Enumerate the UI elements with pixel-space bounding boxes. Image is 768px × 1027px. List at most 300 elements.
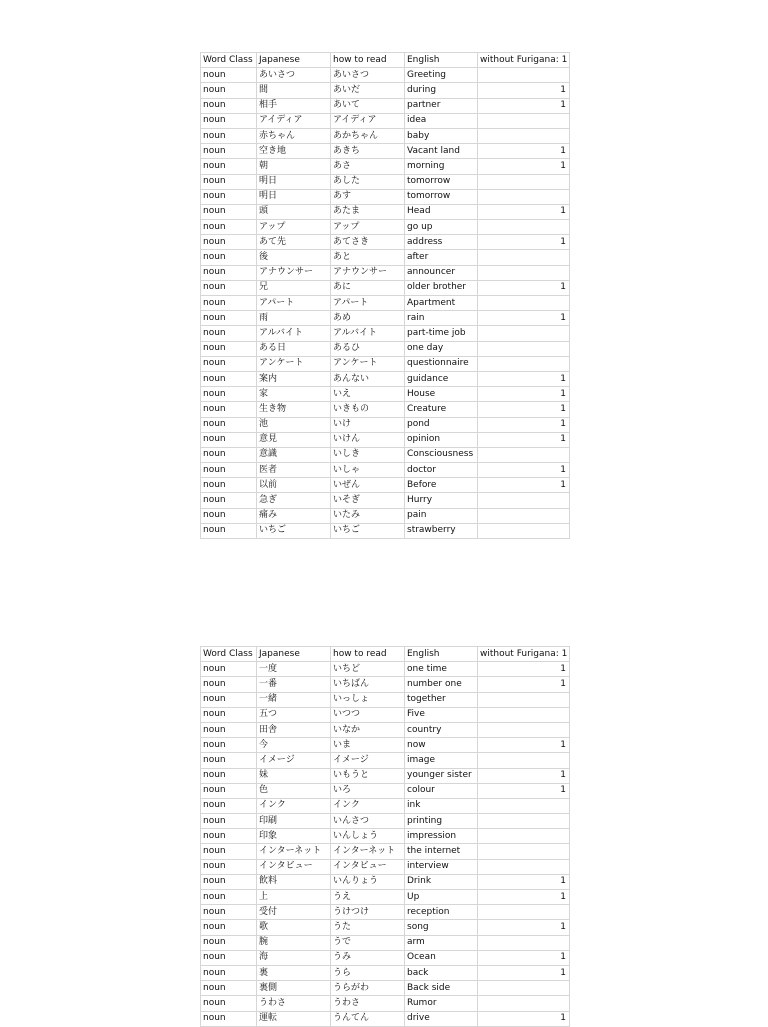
cell-no-furigana [478, 905, 570, 920]
cell-english: questionnaire [405, 356, 478, 371]
cell-no-furigana [478, 68, 570, 83]
cell-reading: あに [331, 280, 405, 295]
cell-word-class: noun [201, 920, 257, 935]
cell-no-furigana: 1 [478, 950, 570, 965]
cell-no-furigana [478, 523, 570, 538]
table-row [201, 722, 570, 737]
cell-reading: あいて [331, 98, 405, 113]
cell-word-class: noun [201, 981, 257, 996]
cell-no-furigana: 1 [478, 662, 570, 677]
cell-word-class: noun [201, 189, 257, 204]
table-row [201, 128, 570, 143]
cell-reading: いちど [331, 662, 405, 677]
cell-word-class: noun [201, 311, 257, 326]
cell-word-class: noun [201, 478, 257, 493]
cell-word-class: noun [201, 68, 257, 83]
cell-word-class: noun [201, 235, 257, 250]
table-row [201, 798, 570, 813]
cell-japanese: インターネット [257, 844, 331, 859]
cell-english: baby [405, 128, 478, 143]
cell-word-class: noun [201, 220, 257, 235]
cell-japanese: 意見 [257, 432, 331, 447]
cell-japanese: イメージ [257, 753, 331, 768]
cell-word-class: noun [201, 722, 257, 737]
cell-japanese: 裏 [257, 965, 331, 980]
table-row [201, 814, 570, 829]
cell-no-furigana: 1 [478, 478, 570, 493]
table-row [201, 311, 570, 326]
cell-no-furigana: 1 [478, 463, 570, 478]
cell-english: after [405, 250, 478, 265]
table-row [201, 874, 570, 889]
cell-reading: いちご [331, 523, 405, 538]
cell-english: guidance [405, 371, 478, 386]
cell-word-class: noun [201, 523, 257, 538]
cell-word-class: noun [201, 768, 257, 783]
cell-word-class: noun [201, 859, 257, 874]
table-row [201, 326, 570, 341]
cell-word-class: noun [201, 341, 257, 356]
cell-reading: うら [331, 965, 405, 980]
cell-english: number one [405, 677, 478, 692]
cell-english: image [405, 753, 478, 768]
cell-japanese: 裏側 [257, 981, 331, 996]
cell-japanese: 運転 [257, 1011, 331, 1026]
cell-word-class: noun [201, 463, 257, 478]
column-header-no-furigana: without Furigana: 1 [478, 53, 570, 68]
cell-english: morning [405, 159, 478, 174]
cell-english: House [405, 387, 478, 402]
cell-reading: いま [331, 738, 405, 753]
cell-japanese: 印刷 [257, 814, 331, 829]
table-row [201, 189, 570, 204]
table-row [201, 738, 570, 753]
cell-english: Drink [405, 874, 478, 889]
cell-no-furigana [478, 829, 570, 844]
cell-word-class: noun [201, 447, 257, 462]
cell-reading: あす [331, 189, 405, 204]
vocab-table-1 [200, 52, 570, 539]
cell-japanese: 海 [257, 950, 331, 965]
column-header-japanese: Japanese [257, 53, 331, 68]
cell-no-furigana: 1 [478, 783, 570, 798]
table-row [201, 662, 570, 677]
cell-word-class: noun [201, 265, 257, 280]
cell-no-furigana: 1 [478, 890, 570, 905]
cell-reading: あさ [331, 159, 405, 174]
cell-no-furigana [478, 326, 570, 341]
cell-english: partner [405, 98, 478, 113]
cell-no-furigana [478, 935, 570, 950]
cell-english: Apartment [405, 296, 478, 311]
cell-reading: いもうと [331, 768, 405, 783]
cell-english: Rumor [405, 996, 478, 1011]
cell-reading: うた [331, 920, 405, 935]
cell-word-class: noun [201, 356, 257, 371]
table-row [201, 508, 570, 523]
cell-no-furigana: 1 [478, 920, 570, 935]
cell-english: Back side [405, 981, 478, 996]
cell-no-furigana [478, 996, 570, 1011]
cell-reading: いしゃ [331, 463, 405, 478]
cell-reading: いなか [331, 722, 405, 737]
cell-english: pain [405, 508, 478, 523]
cell-word-class: noun [201, 996, 257, 1011]
cell-word-class: noun [201, 950, 257, 965]
cell-japanese: アナウンサー [257, 265, 331, 280]
column-header-reading: how to read [331, 53, 405, 68]
table-row [201, 463, 570, 478]
cell-english: Vacant land [405, 144, 478, 159]
table-row [201, 113, 570, 128]
cell-reading: いっしょ [331, 692, 405, 707]
cell-no-furigana [478, 174, 570, 189]
cell-reading: いけ [331, 417, 405, 432]
cell-word-class: noun [201, 798, 257, 813]
table-row [201, 478, 570, 493]
cell-japanese: 相手 [257, 98, 331, 113]
header-row [201, 647, 570, 662]
cell-word-class: noun [201, 829, 257, 844]
cell-no-furigana: 1 [478, 144, 570, 159]
cell-word-class: noun [201, 280, 257, 295]
cell-japanese: 案内 [257, 371, 331, 386]
table-row [201, 905, 570, 920]
cell-word-class: noun [201, 692, 257, 707]
cell-no-furigana [478, 189, 570, 204]
column-header-word-class: Word Class [201, 647, 257, 662]
cell-reading: あいさつ [331, 68, 405, 83]
cell-reading: あめ [331, 311, 405, 326]
table-row [201, 235, 570, 250]
table-row [201, 371, 570, 386]
cell-word-class: noun [201, 417, 257, 432]
cell-no-furigana: 1 [478, 432, 570, 447]
cell-japanese: インタビュー [257, 859, 331, 874]
cell-no-furigana: 1 [478, 1011, 570, 1026]
cell-word-class: noun [201, 738, 257, 753]
cell-no-furigana [478, 692, 570, 707]
cell-english: reception [405, 905, 478, 920]
table-row [201, 341, 570, 356]
column-header-japanese: Japanese [257, 647, 331, 662]
cell-no-furigana [478, 814, 570, 829]
cell-english: Head [405, 204, 478, 219]
cell-reading: インタビュー [331, 859, 405, 874]
cell-reading: あんない [331, 371, 405, 386]
table-row [201, 859, 570, 874]
cell-no-furigana: 1 [478, 311, 570, 326]
cell-word-class: noun [201, 326, 257, 341]
table-row [201, 250, 570, 265]
cell-english: arm [405, 935, 478, 950]
vocab-table-2 [200, 646, 570, 1027]
cell-reading: いんさつ [331, 814, 405, 829]
table-body [201, 647, 570, 1027]
cell-reading: うみ [331, 950, 405, 965]
cell-no-furigana: 1 [478, 387, 570, 402]
cell-no-furigana: 1 [478, 371, 570, 386]
column-header-word-class: Word Class [201, 53, 257, 68]
cell-word-class: noun [201, 814, 257, 829]
cell-word-class: noun [201, 1011, 257, 1026]
cell-no-furigana: 1 [478, 417, 570, 432]
cell-word-class: noun [201, 98, 257, 113]
cell-japanese: 今 [257, 738, 331, 753]
table-row [201, 996, 570, 1011]
cell-japanese: 色 [257, 783, 331, 798]
table-row [201, 68, 570, 83]
cell-no-furigana [478, 250, 570, 265]
cell-word-class: noun [201, 905, 257, 920]
cell-reading: いんしょう [331, 829, 405, 844]
cell-no-furigana [478, 798, 570, 813]
cell-reading: イメージ [331, 753, 405, 768]
cell-no-furigana [478, 981, 570, 996]
cell-japanese: 医者 [257, 463, 331, 478]
table-row [201, 677, 570, 692]
cell-japanese: 歌 [257, 920, 331, 935]
cell-japanese: 痛み [257, 508, 331, 523]
cell-english: now [405, 738, 478, 753]
cell-word-class: noun [201, 387, 257, 402]
cell-word-class: noun [201, 83, 257, 98]
cell-no-furigana [478, 722, 570, 737]
cell-no-furigana [478, 220, 570, 235]
cell-no-furigana [478, 753, 570, 768]
cell-english: during [405, 83, 478, 98]
cell-japanese: インク [257, 798, 331, 813]
cell-reading: うわさ [331, 996, 405, 1011]
column-header-reading: how to read [331, 647, 405, 662]
table-row [201, 98, 570, 113]
cell-reading: いそぎ [331, 493, 405, 508]
cell-english: Ocean [405, 950, 478, 965]
table-row [201, 783, 570, 798]
cell-japanese: 赤ちゃん [257, 128, 331, 143]
cell-reading: いちばん [331, 677, 405, 692]
cell-reading: あたま [331, 204, 405, 219]
cell-no-furigana: 1 [478, 402, 570, 417]
cell-english: younger sister [405, 768, 478, 783]
cell-english: older brother [405, 280, 478, 295]
cell-reading: あかちゃん [331, 128, 405, 143]
cell-no-furigana: 1 [478, 738, 570, 753]
cell-japanese: 朝 [257, 159, 331, 174]
cell-japanese: 間 [257, 83, 331, 98]
cell-english: ink [405, 798, 478, 813]
cell-reading: インターネット [331, 844, 405, 859]
cell-japanese: アンケート [257, 356, 331, 371]
cell-english: country [405, 722, 478, 737]
cell-word-class: noun [201, 296, 257, 311]
cell-reading: うえ [331, 890, 405, 905]
cell-english: interview [405, 859, 478, 874]
cell-reading: うんてん [331, 1011, 405, 1026]
cell-no-furigana: 1 [478, 159, 570, 174]
cell-japanese: ある日 [257, 341, 331, 356]
table-row [201, 935, 570, 950]
cell-english: pond [405, 417, 478, 432]
cell-japanese: 飲料 [257, 874, 331, 889]
cell-english: colour [405, 783, 478, 798]
cell-english: Greeting [405, 68, 478, 83]
cell-reading: アップ [331, 220, 405, 235]
table-row [201, 981, 570, 996]
table-row [201, 523, 570, 538]
cell-japanese: 一番 [257, 677, 331, 692]
table-row [201, 432, 570, 447]
cell-word-class: noun [201, 753, 257, 768]
cell-japanese: 空き地 [257, 144, 331, 159]
cell-english: tomorrow [405, 174, 478, 189]
cell-no-furigana [478, 341, 570, 356]
cell-reading: いつつ [331, 707, 405, 722]
cell-english: rain [405, 311, 478, 326]
cell-japanese: 明日 [257, 189, 331, 204]
cell-reading: いえ [331, 387, 405, 402]
cell-word-class: noun [201, 662, 257, 677]
cell-word-class: noun [201, 174, 257, 189]
cell-word-class: noun [201, 371, 257, 386]
table-row [201, 280, 570, 295]
table-row [201, 753, 570, 768]
cell-word-class: noun [201, 783, 257, 798]
cell-word-class: noun [201, 844, 257, 859]
cell-reading: いたみ [331, 508, 405, 523]
cell-no-furigana: 1 [478, 83, 570, 98]
cell-no-furigana [478, 296, 570, 311]
cell-english: opinion [405, 432, 478, 447]
cell-reading: いんりょう [331, 874, 405, 889]
cell-no-furigana [478, 128, 570, 143]
cell-word-class: noun [201, 890, 257, 905]
cell-japanese: 田舎 [257, 722, 331, 737]
table-row [201, 387, 570, 402]
cell-japanese: 一度 [257, 662, 331, 677]
cell-no-furigana: 1 [478, 235, 570, 250]
table-row [201, 965, 570, 980]
cell-english: impression [405, 829, 478, 844]
cell-english: Creature [405, 402, 478, 417]
cell-japanese: 妹 [257, 768, 331, 783]
cell-no-furigana: 1 [478, 965, 570, 980]
cell-japanese: 以前 [257, 478, 331, 493]
cell-reading: うけつけ [331, 905, 405, 920]
cell-no-furigana [478, 508, 570, 523]
table-row [201, 356, 570, 371]
table-row [201, 204, 570, 219]
cell-japanese: 急ぎ [257, 493, 331, 508]
cell-no-furigana [478, 265, 570, 280]
cell-no-furigana [478, 356, 570, 371]
cell-reading: あきち [331, 144, 405, 159]
cell-japanese: 受付 [257, 905, 331, 920]
cell-no-furigana [478, 707, 570, 722]
cell-english: Up [405, 890, 478, 905]
table-row [201, 83, 570, 98]
cell-japanese: アップ [257, 220, 331, 235]
cell-reading: アナウンサー [331, 265, 405, 280]
cell-english: tomorrow [405, 189, 478, 204]
cell-english: announcer [405, 265, 478, 280]
cell-japanese: いちご [257, 523, 331, 538]
cell-no-furigana: 1 [478, 874, 570, 889]
cell-reading: いしき [331, 447, 405, 462]
table-row [201, 890, 570, 905]
table-row [201, 296, 570, 311]
cell-japanese: うわさ [257, 996, 331, 1011]
table-row [201, 447, 570, 462]
cell-no-furigana [478, 113, 570, 128]
cell-reading: うで [331, 935, 405, 950]
cell-word-class: noun [201, 432, 257, 447]
table-row [201, 829, 570, 844]
cell-japanese: 上 [257, 890, 331, 905]
cell-no-furigana: 1 [478, 98, 570, 113]
cell-english: strawberry [405, 523, 478, 538]
cell-reading: あいだ [331, 83, 405, 98]
cell-word-class: noun [201, 402, 257, 417]
cell-reading: アパート [331, 296, 405, 311]
cell-japanese: アイディア [257, 113, 331, 128]
table-row [201, 417, 570, 432]
cell-reading: アイディア [331, 113, 405, 128]
cell-japanese: 雨 [257, 311, 331, 326]
cell-english: together [405, 692, 478, 707]
cell-english: Before [405, 478, 478, 493]
cell-reading: あした [331, 174, 405, 189]
cell-japanese: 家 [257, 387, 331, 402]
cell-reading: いぜん [331, 478, 405, 493]
cell-word-class: noun [201, 250, 257, 265]
cell-japanese: 一緒 [257, 692, 331, 707]
cell-japanese: 明日 [257, 174, 331, 189]
cell-english: go up [405, 220, 478, 235]
cell-reading: いきもの [331, 402, 405, 417]
cell-word-class: noun [201, 965, 257, 980]
cell-word-class: noun [201, 144, 257, 159]
cell-reading: インク [331, 798, 405, 813]
cell-reading: うらがわ [331, 981, 405, 996]
cell-english: Five [405, 707, 478, 722]
cell-japanese: 腕 [257, 935, 331, 950]
cell-japanese: 兄 [257, 280, 331, 295]
cell-no-furigana: 1 [478, 204, 570, 219]
cell-english: drive [405, 1011, 478, 1026]
cell-no-furigana: 1 [478, 280, 570, 295]
table-row [201, 920, 570, 935]
cell-japanese: 印象 [257, 829, 331, 844]
cell-english: back [405, 965, 478, 980]
cell-english: idea [405, 113, 478, 128]
cell-word-class: noun [201, 113, 257, 128]
table-row [201, 144, 570, 159]
cell-japanese: 意識 [257, 447, 331, 462]
cell-reading: アンケート [331, 356, 405, 371]
cell-english: one time [405, 662, 478, 677]
table-row [201, 265, 570, 280]
table-row [201, 950, 570, 965]
cell-word-class: noun [201, 935, 257, 950]
cell-english: part-time job [405, 326, 478, 341]
cell-no-furigana [478, 844, 570, 859]
table-row [201, 692, 570, 707]
table-row [201, 768, 570, 783]
table-row [201, 220, 570, 235]
cell-english: one day [405, 341, 478, 356]
cell-japanese: あいさつ [257, 68, 331, 83]
